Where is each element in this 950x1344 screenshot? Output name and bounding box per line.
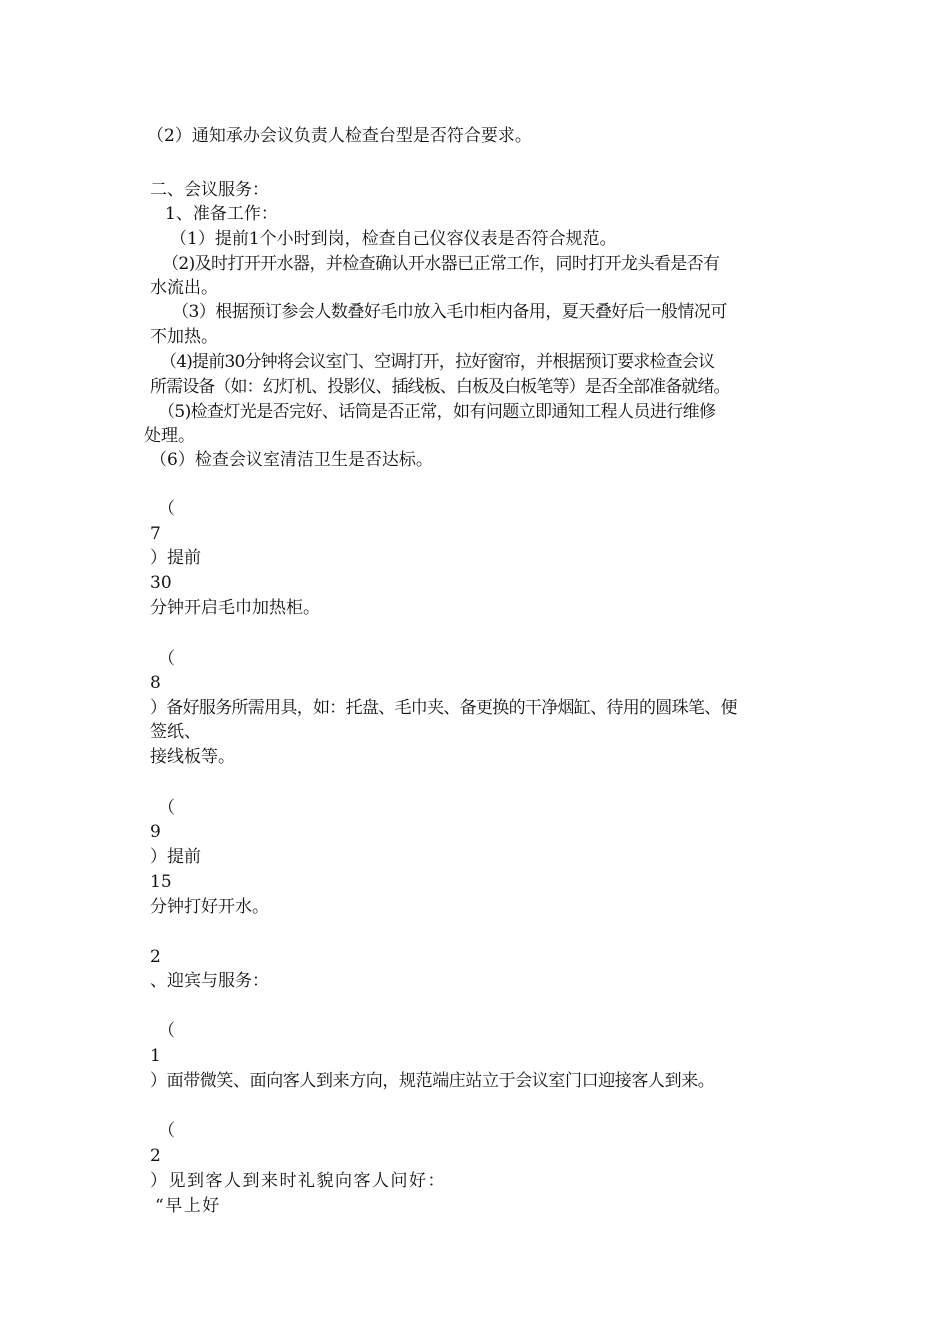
text-line: （4)提前30分钟将会议室门、空调打开，拉好窗帘，并根据预订要求检查会议	[160, 352, 715, 372]
text-line: ）面带微笑、面向客人到来方向，规范端庄站立于会议室门口迎接客人到来。	[150, 1071, 715, 1091]
text-line: 接线板等。	[150, 747, 235, 767]
text-fragment: 15	[150, 872, 172, 892]
text-line: （6）检查会议室清洁卫生是否达标。	[150, 450, 433, 470]
text-fragment: ）提前	[150, 847, 201, 867]
text-line: （3）根据预订参会人数叠好毛巾放入毛巾柜内备用，夏天叠好后一般情况可	[172, 302, 727, 322]
text-line: “早上好	[155, 1196, 221, 1216]
text-line: ）见到客人到来时礼貌向客人问好：	[150, 1171, 446, 1191]
text-line: （5)检查灯光是否完好、话筒是否正常，如有问题立即通知工程人员进行维修	[158, 402, 716, 422]
text-fragment: 1	[150, 1046, 161, 1066]
text-fragment: （	[158, 1021, 175, 1041]
text-line: 签纸、	[150, 722, 201, 742]
text-fragment: （	[158, 798, 175, 818]
text-line: 分钟开启毛巾加热柜。	[150, 598, 320, 618]
text-line: 处理。	[144, 426, 195, 446]
text-line: 不加热。	[150, 327, 218, 347]
text-line: 分钟打好开水。	[150, 897, 269, 917]
text-fragment: 2	[150, 1146, 161, 1166]
text-line: 所需设备（如：幻灯机、投影仪、插线板、白板及白板笔等）是否全部准备就绪。	[150, 377, 730, 397]
text-fragment: 9	[150, 822, 161, 842]
section-heading: 二、会议服务：	[150, 180, 269, 200]
text-line: ）备好服务所需用具，如：托盘、毛巾夹、备更换的干净烟缸、待用的圆珠笔、便	[150, 698, 737, 718]
text-line: 水流出。	[150, 278, 218, 298]
text-line: （2)及时打开开水器，并检查确认开水器已正常工作，同时打开龙头看是否有	[162, 254, 720, 274]
text-fragment: 7	[150, 524, 161, 544]
text-fragment: （	[158, 649, 175, 669]
text-line: （2）通知承办会议负责人检查台型是否符合要求。	[147, 126, 532, 146]
text-line: （1）提前1个小时到岗，检查自己仪容仪表是否符合规范。	[170, 229, 617, 249]
text-fragment: 2	[150, 947, 161, 967]
subsection-heading: 、迎宾与服务：	[150, 971, 269, 991]
text-fragment: （	[158, 499, 175, 519]
text-fragment: 30	[150, 573, 172, 593]
text-fragment: （	[158, 1121, 175, 1141]
text-fragment: 8	[150, 673, 161, 693]
text-fragment: ）提前	[150, 548, 201, 568]
subsection-heading: 1、准备工作：	[165, 204, 278, 224]
